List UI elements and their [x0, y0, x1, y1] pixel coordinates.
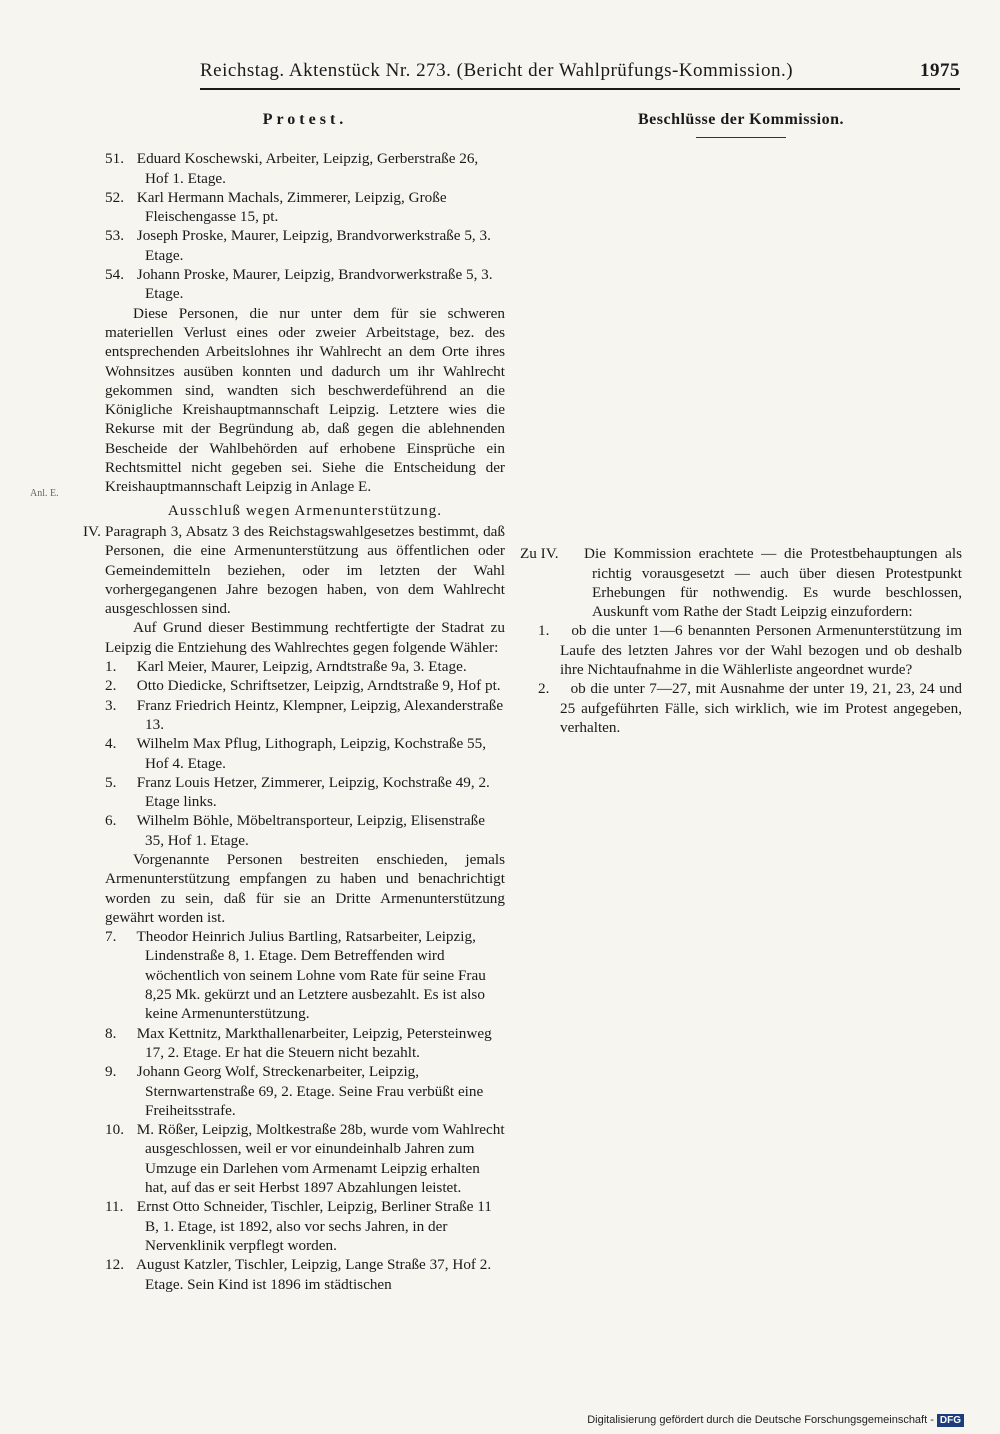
header-title: Reichstag. Aktenstück Nr. 273. (Bericht der Wahlprüfungs-Kommission.): [200, 60, 794, 81]
list-item: [105, 927, 505, 1023]
item-number: 10.: [105, 1121, 124, 1139]
resolution-list: [520, 621, 962, 737]
resolutions-column: [520, 110, 962, 737]
item-number: 53.: [105, 227, 124, 245]
item-text: August Katzler, Tischler, Leipzig, Lange Straße 37, Hof 2. Etage. Sein Kind ist 1896 im städtischen: [135, 1256, 492, 1293]
item-text: Wilhelm Max Pflug, Lithograph, Leipzig, Kochstraße 55, Hof 4. Etage.: [136, 735, 486, 772]
item-number: 6.: [105, 812, 117, 830]
list-item: [520, 621, 962, 679]
item-number: 54.: [105, 266, 124, 284]
item-number: 8.: [105, 1024, 117, 1042]
resolutions-title: Beschlüsse der Kommission.: [637, 111, 845, 128]
item-text: Johann Proske, Maurer, Leipzig, Brandvorwerkstraße 5, 3. Etage.: [136, 266, 493, 303]
section-subheading: Ausschluß wegen Armenunterstützung.: [167, 501, 443, 519]
page-number: 1975: [920, 60, 960, 81]
item-text: ob die unter 1—6 benannten Personen Armenunterstützung im Laufe des letzten Jahres vor der Wahl bezogen und ob deshalb ihre Nichtaufnahme in die Wählerliste angeordnet wurde?: [560, 622, 963, 679]
list-item: [105, 226, 505, 265]
dfg-logo: DFG: [937, 1414, 964, 1427]
list-item: [105, 149, 505, 188]
resolution-paragraph: Die Kommission erachtete — die Protestbehauptungen als richtig vorausgesetzt — auch über diesen Protestpunkt Erhebungen für nothwendig. Es wurde beschlossen, Auskunft vom Rathe der Stadt Leipzig einzufordern:: [584, 545, 962, 621]
protest-list-a: [105, 149, 505, 303]
item-text: Wilhelm Böhle, Möbeltransporteur, Leipzig, Elisenstraße 35, Hof 1. Etage.: [136, 812, 485, 849]
protest-paragraph-1: Diese Personen, die nur unter dem für sie schweren materiellen Verlust eines oder zweier Arbeitstage, bez. des entsprechenden Arbeitslohnes ihr Wahlrecht an dem Orte ihres Wohnsitzes ausüben konnten und dadurch um ihr Wahlrecht gekommen sind, wandten sich beschwerdeführend an die Königliche Kreishauptmannschaft Leipzig. Letztere wies die Rekurse mit der Begründung ab, daß gegen die ablehnenden Bescheide der Wahlbehörden auf erhobene Einsprüche ein Rechtsmittel nicht gegeben sei. Siehe die Entscheidung der Kreishauptmannschaft Leipzig in Anlage E.: [105, 304, 505, 496]
item-number: 7.: [105, 928, 117, 946]
item-number: 2.: [538, 680, 550, 698]
protest-paragraph-2: Paragraph 3, Absatz 3 des Reichstagswahlgesetzes bestimmt, daß Personen, die eine Armenunterstützung aus öffentlichen oder Gemeindemitteln beziehen, oder im letzten der Wahl vorhergegangenen Jahre bezogen haben, von dem Wahlrecht ausgeschlossen sind.: [105, 522, 505, 618]
item-text: Karl Meier, Maurer, Leipzig, Arndtstraße 9a, 3. Etage.: [136, 658, 467, 676]
list-item: [105, 1197, 505, 1255]
list-item: [105, 676, 505, 695]
list-item: [105, 657, 505, 676]
list-item: [105, 1120, 505, 1197]
margin-note: Anl. E.: [30, 488, 59, 499]
protest-paragraph-4: Vorgenannte Personen bestreiten enschieden, jemals Armenunterstützung empfangen zu haben und benachrichtigt worden zu sein, daß für sie an Dritte Armenunterstützung gewährt worden ist.: [105, 850, 505, 926]
list-item: [105, 696, 505, 735]
item-number: 52.: [105, 188, 124, 206]
item-text: Karl Hermann Machals, Zimmerer, Leipzig, Große Fleischengasse 15, pt.: [136, 188, 447, 226]
item-number: 1.: [538, 622, 550, 640]
item-number: 12.: [105, 1256, 124, 1274]
protest-title: Protest.: [262, 111, 348, 128]
protest-list-b: [105, 657, 505, 850]
list-item: [105, 1062, 505, 1120]
page-header: [200, 58, 960, 90]
section-iv: [83, 522, 505, 618]
item-text: Franz Friedrich Heintz, Klempner, Leipzig, Alexanderstraße 13.: [136, 696, 504, 733]
list-item: [105, 734, 505, 773]
item-number: 11.: [105, 1198, 124, 1216]
item-text: Theodor Heinrich Julius Bartling, Ratsarbeiter, Leipzig, Lindenstraße 8, 1. Etage. Dem Betreffenden wird wöchentlich von seinem Lohne vom Rate für seine Frau 8,25 Mk. gekürzt und an Letztere ausbezahlt. Es ist also keine Armenunterstützung.: [136, 928, 486, 1023]
protest-column: [83, 110, 505, 1294]
item-text: Franz Louis Hetzer, Zimmerer, Leipzig, Kochstraße 49, 2. Etage links.: [136, 773, 490, 811]
footer-text: Digitalisierung gefördert durch die Deutsche Forschungsgemeinschaft -: [587, 1414, 934, 1426]
item-text: ob die unter 7—27, mit Ausnahme der unter 19, 21, 23, 24 und 25 aufgeführten Fälle, sich wirklich, wie im Protest angegeben, verhalten.: [560, 680, 963, 736]
item-number: 2.: [105, 677, 117, 695]
item-text: Otto Diedicke, Schriftsetzer, Leipzig, Arndtstraße 9, Hof pt.: [136, 677, 501, 695]
list-item: [105, 773, 505, 812]
item-number: 4.: [105, 735, 117, 753]
item-text: Ernst Otto Schneider, Tischler, Leipzig, Berliner Straße 11 B, 1. Etage, ist 1892, also vor sechs Jahren, in der Nervenklinik verpflegt worden.: [136, 1198, 492, 1254]
list-item: [105, 265, 505, 304]
item-text: Eduard Koschewski, Arbeiter, Leipzig, Gerberstraße 26, Hof 1. Etage.: [136, 150, 479, 187]
resolution-iv: [520, 544, 962, 621]
list-item: [105, 188, 505, 227]
list-item: [105, 811, 505, 850]
list-item: [520, 679, 962, 737]
item-text: M. Rößer, Leipzig, Moltkestraße 28b, wurde vom Wahlrecht ausgeschlossen, weil er vor einundeinhalb Jahren zum Umzuge ein Darlehen vom Armenamt Leipzig erhalten hat, auf das er seit Herbst 1897 Abzahlungen leistet.: [136, 1121, 505, 1197]
protest-list-c: [105, 927, 505, 1294]
spacer: [520, 152, 962, 544]
item-number: 1.: [105, 658, 117, 676]
item-text: Joseph Proske, Maurer, Leipzig, Brandvorwerkstraße 5, 3. Etage.: [136, 227, 491, 264]
list-item: [105, 1255, 505, 1294]
item-number: 9.: [105, 1063, 117, 1081]
resolution-iv-label: Zu IV.: [520, 545, 559, 563]
item-text: Johann Georg Wolf, Streckenarbeiter, Leipzig, Sternwartenstraße 69, 2. Etage. Seine Frau verbüßt eine Freiheitsstrafe.: [136, 1063, 484, 1119]
footer: [587, 1414, 964, 1426]
item-number: 51.: [105, 150, 124, 168]
item-number: 3.: [105, 696, 117, 714]
item-number: 5.: [105, 773, 117, 791]
list-item: [105, 1024, 505, 1063]
title-rule: [696, 137, 786, 138]
item-text: Max Kettnitz, Markthallenarbeiter, Leipzig, Petersteinweg 17, 2. Etage. Er hat die Steuern nicht bezahlt.: [136, 1024, 492, 1061]
section-iv-label: IV.: [83, 522, 101, 540]
protest-paragraph-3: Auf Grund dieser Bestimmung rechtfertigte der Stadrat zu Leipzig die Entziehung des Wahlrechtes gegen folgende Wähler:: [105, 619, 505, 656]
